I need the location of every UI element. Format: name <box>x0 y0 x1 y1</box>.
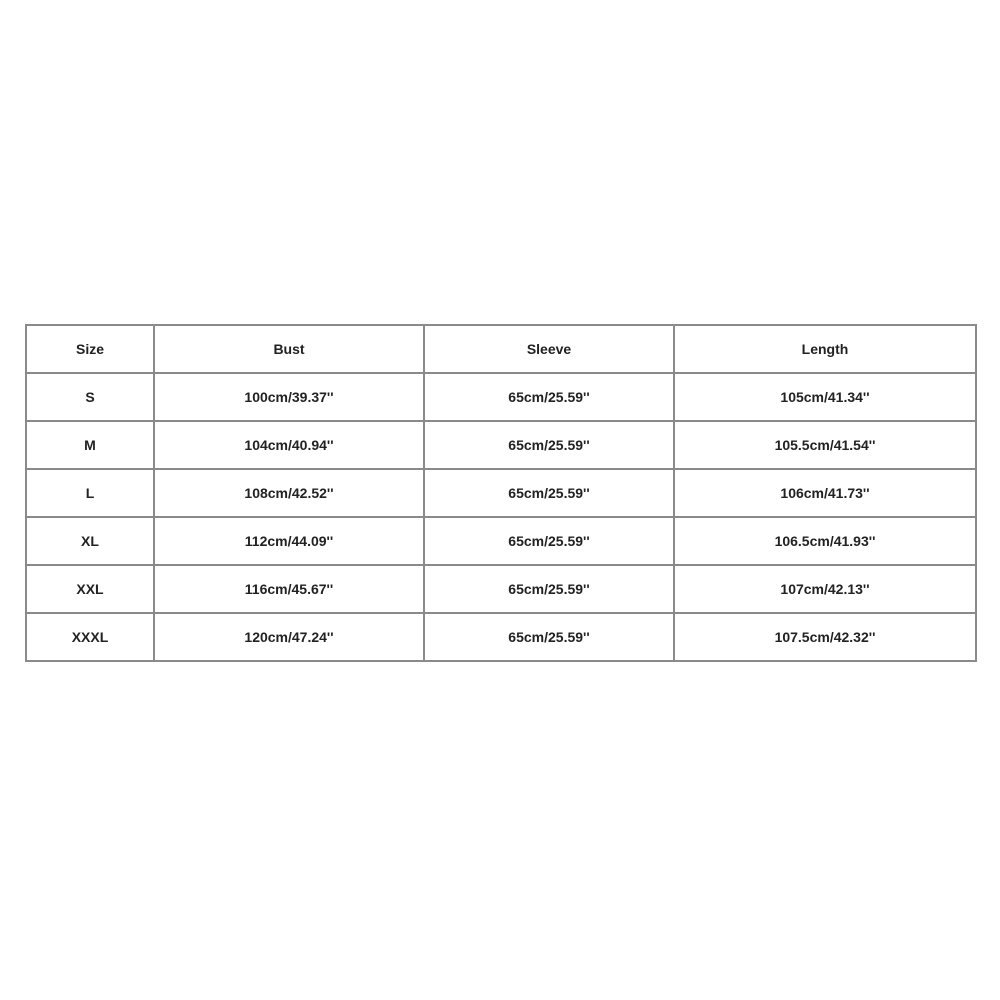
header-length: Length <box>674 325 976 373</box>
cell-length: 106cm/41.73'' <box>674 469 976 517</box>
cell-bust: 116cm/45.67'' <box>154 565 424 613</box>
cell-bust: 120cm/47.24'' <box>154 613 424 661</box>
cell-sleeve: 65cm/25.59'' <box>424 421 674 469</box>
table-header-row <box>26 325 976 373</box>
table-row <box>26 469 976 517</box>
cell-size: XL <box>26 517 154 565</box>
cell-length: 107cm/42.13'' <box>674 565 976 613</box>
cell-sleeve: 65cm/25.59'' <box>424 373 674 421</box>
cell-bust: 100cm/39.37'' <box>154 373 424 421</box>
cell-sleeve: 65cm/25.59'' <box>424 469 674 517</box>
table-row <box>26 565 976 613</box>
header-sleeve: Sleeve <box>424 325 674 373</box>
cell-size: M <box>26 421 154 469</box>
cell-bust: 108cm/42.52'' <box>154 469 424 517</box>
header-bust: Bust <box>154 325 424 373</box>
cell-bust: 112cm/44.09'' <box>154 517 424 565</box>
cell-size: L <box>26 469 154 517</box>
table-row <box>26 517 976 565</box>
table-row <box>26 421 976 469</box>
table-row <box>26 373 976 421</box>
cell-size: S <box>26 373 154 421</box>
table-row <box>26 613 976 661</box>
cell-size: XXXL <box>26 613 154 661</box>
size-chart-table <box>25 324 977 662</box>
cell-length: 107.5cm/42.32'' <box>674 613 976 661</box>
cell-sleeve: 65cm/25.59'' <box>424 517 674 565</box>
cell-length: 106.5cm/41.93'' <box>674 517 976 565</box>
header-size: Size <box>26 325 154 373</box>
cell-length: 105.5cm/41.54'' <box>674 421 976 469</box>
cell-length: 105cm/41.34'' <box>674 373 976 421</box>
cell-sleeve: 65cm/25.59'' <box>424 613 674 661</box>
cell-sleeve: 65cm/25.59'' <box>424 565 674 613</box>
cell-size: XXL <box>26 565 154 613</box>
cell-bust: 104cm/40.94'' <box>154 421 424 469</box>
